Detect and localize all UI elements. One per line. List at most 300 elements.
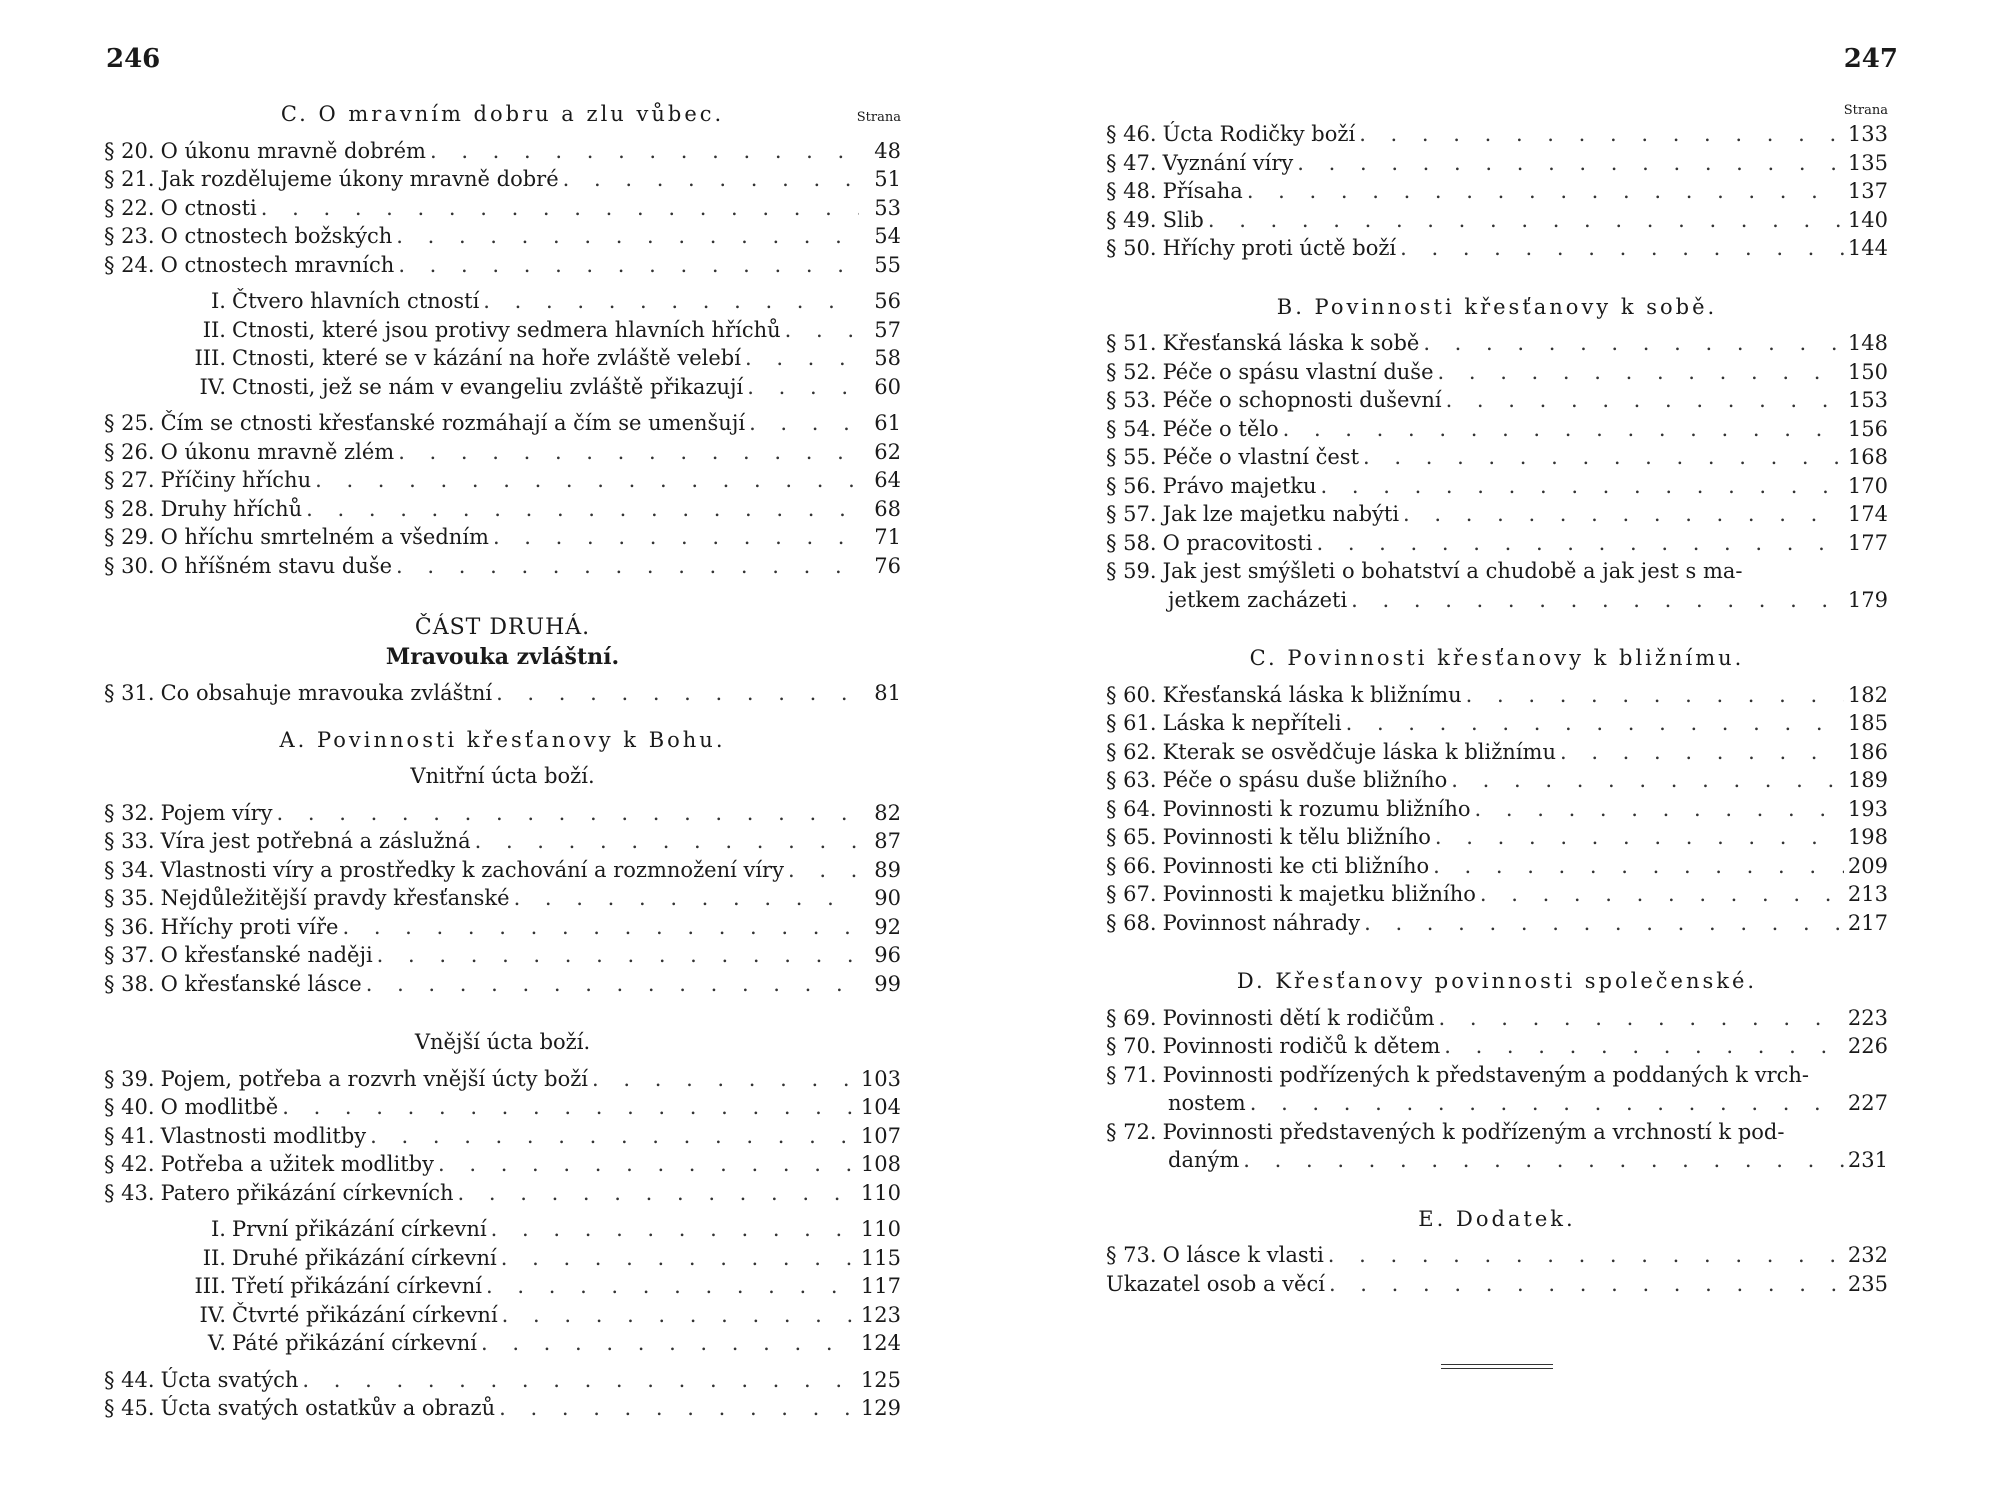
toc-list: [1106, 681, 1888, 938]
entry-title: Úcta Rodičky boží: [1162, 122, 1356, 146]
section-number: III.: [194, 346, 226, 370]
entry-title: Péče o tělo: [1162, 416, 1279, 441]
toc-entry: [1106, 766, 1888, 795]
toc-entry: [104, 799, 901, 828]
page-ref: 226: [1847, 1034, 1888, 1058]
entry-title: jetkem zacházeti: [1168, 587, 1348, 612]
entry-title: O ctnostech mravních: [160, 252, 395, 277]
toc-entry: [104, 884, 901, 913]
page-ref: 125: [860, 1367, 901, 1392]
page-ref: 48: [874, 138, 901, 163]
entry-title: Čtvero hlavních ctností: [232, 289, 480, 313]
entry-title: Povinnosti ke cti bližního: [1162, 853, 1430, 878]
page-ref: 137: [1847, 179, 1888, 203]
entry-title: Křesťanská láska k bližnímu: [1162, 682, 1462, 707]
toc-entry: [1106, 1061, 1888, 1118]
entry-title: Hříchy proti úctě boží: [1162, 236, 1397, 260]
leader-dots: [261, 194, 859, 223]
page-ref: 51: [874, 167, 901, 191]
toc-subentry: [104, 1215, 901, 1244]
section-number: § 39.: [104, 1066, 155, 1091]
leader-dots: [493, 523, 859, 552]
toc-entry: [1106, 358, 1888, 387]
toc-entry: [1106, 557, 1888, 614]
page-ref: 58: [874, 346, 901, 370]
end-rule: [1441, 1364, 1553, 1369]
toc-entry: [1106, 795, 1888, 824]
section-heading: E. Dodatek.: [1418, 1206, 1576, 1231]
section-number: § 48.: [1106, 179, 1157, 203]
section-number: § 35.: [104, 886, 155, 910]
toc-entry: [1106, 738, 1888, 767]
toc-entry: [1106, 177, 1888, 206]
leader-dots: [1250, 1089, 1844, 1118]
page-number: 246: [106, 44, 161, 74]
entry-title: Čím se ctnosti křesťanské rozmáhají a čím se umenšují: [160, 411, 746, 435]
section-number: § 43.: [104, 1180, 155, 1205]
entry-title: Příčiny hříchu: [160, 468, 312, 492]
entry-title: Povinnosti k majetku bližního: [1162, 882, 1476, 906]
page-ref: 115: [860, 1245, 901, 1270]
toc-entry: [104, 941, 901, 970]
toc-list: [1106, 1004, 1888, 1061]
section-number: § 55.: [1106, 445, 1157, 469]
entry-title: Potřeba a užitek modlitby: [160, 1152, 434, 1176]
section-number: § 36.: [104, 914, 155, 939]
section-number: § 49.: [1106, 207, 1157, 232]
toc-list: [104, 287, 901, 401]
page-ref: 104: [860, 1095, 901, 1119]
leader-dots: [315, 466, 859, 495]
page-ref: 213: [1847, 882, 1888, 906]
leader-dots: [747, 373, 859, 402]
page-ref: 185: [1847, 711, 1888, 735]
section-number: § 31.: [104, 681, 155, 705]
entry-title: O ctnosti: [160, 195, 257, 220]
leader-dots: [496, 679, 859, 708]
toc-entry: [104, 856, 901, 885]
section-number: II.: [202, 1245, 226, 1270]
entry-title: Slib: [1162, 207, 1204, 232]
toc-list: [104, 1065, 901, 1208]
toc-list: [104, 1215, 901, 1358]
toc-entry: [1106, 443, 1888, 472]
section-number: § 67.: [1106, 882, 1157, 906]
section-number: § 69.: [1106, 1005, 1157, 1030]
section-number: I.: [211, 289, 226, 313]
toc-entry: [1106, 681, 1888, 710]
entry-title: Povinnosti k tělu bližního: [1162, 825, 1431, 849]
leader-dots: [1451, 766, 1844, 795]
page-ref: 110: [860, 1180, 901, 1205]
page-ref: 103: [860, 1066, 901, 1091]
leader-dots: [499, 1394, 857, 1423]
page-ref: 168: [1847, 445, 1888, 469]
entry-title: Třetí přikázání církevní: [232, 1274, 483, 1298]
section-number: § 53.: [1106, 388, 1157, 412]
section-heading: C. O mravním dobru a zlu vůbec.: [280, 102, 725, 126]
toc-subentry: [104, 344, 901, 373]
section-number: § 25.: [104, 411, 155, 435]
section-number: § 73.: [1106, 1243, 1157, 1267]
section-number: § 45.: [104, 1396, 155, 1420]
section-number: § 65.: [1106, 825, 1157, 849]
entry-title: Víra jest potřebná a záslužná: [160, 829, 471, 853]
page-ref: 193: [1847, 796, 1888, 821]
section-number: § 54.: [1106, 416, 1157, 441]
page-ref: 123: [860, 1302, 901, 1327]
toc-entry: [104, 913, 901, 942]
leader-dots: [396, 222, 859, 251]
page-ref: 57: [874, 317, 901, 342]
subsection-heading: Vnitřní úcta boží.: [410, 764, 595, 788]
toc-entry: [1106, 1241, 1888, 1270]
toc-subentry: [104, 373, 901, 402]
entry-title: daným: [1168, 1148, 1240, 1172]
toc-subentry: [104, 1272, 901, 1301]
toc-entry: [104, 409, 901, 438]
leader-dots: [1363, 443, 1844, 472]
page-ref: 62: [874, 439, 901, 464]
page-ref: 198: [1847, 825, 1888, 849]
toc-entry: [104, 1065, 901, 1094]
entry-title: Péče o spásu vlastní duše: [1162, 359, 1434, 384]
entry-title: Ukazatel osob a věcí: [1106, 1271, 1325, 1296]
page-ref: 92: [874, 914, 901, 939]
toc-entry: [1106, 500, 1888, 529]
toc-subentry: [104, 287, 901, 316]
section-number: § 46.: [1106, 122, 1157, 146]
page-ref: 64: [874, 468, 901, 492]
toc-entry: [1106, 472, 1888, 501]
entry-title: Vyznání víry: [1162, 150, 1294, 175]
leader-dots: [1283, 415, 1844, 444]
leader-dots: [745, 344, 859, 373]
page-ref: 87: [874, 829, 901, 853]
toc-entry: [1106, 880, 1888, 909]
entry-title: Právo majetku: [1162, 473, 1317, 498]
leader-dots: [1364, 909, 1844, 938]
leader-dots: [788, 856, 859, 885]
toc-entry: [1106, 529, 1888, 558]
section-number: IV.: [199, 374, 226, 399]
entry-title: Povinnosti dětí k rodičům: [1162, 1005, 1435, 1030]
entry-title: O hříšném stavu duše: [160, 553, 393, 578]
entry-title: O pracovitosti: [1162, 530, 1313, 555]
toc-entry: [104, 251, 901, 280]
leader-dots: [366, 970, 859, 999]
section-number: § 20.: [104, 138, 155, 163]
section-number: § 21.: [104, 167, 155, 191]
leader-dots: [306, 495, 859, 524]
toc-entry: [1106, 909, 1888, 938]
leader-dots: [1403, 500, 1844, 529]
leader-dots: [302, 1366, 856, 1395]
page-ref: 60: [874, 374, 901, 399]
section-number: § 32.: [104, 800, 155, 825]
toc-entry: [1106, 120, 1888, 149]
entry-title: Vlastnosti modlitby: [160, 1123, 367, 1148]
leader-dots: [486, 1272, 857, 1301]
toc-entry: [1106, 329, 1888, 358]
section-number: § 68.: [1106, 910, 1157, 935]
leader-dots: [501, 1244, 857, 1273]
page-ref: 90: [874, 886, 901, 910]
page-ref: 110: [860, 1217, 901, 1241]
leader-dots: [398, 438, 859, 467]
page-ref: 68: [874, 496, 901, 521]
leader-dots: [1208, 206, 1844, 235]
section-number: § 61.: [1106, 711, 1157, 735]
page-ref: 170: [1847, 473, 1888, 498]
toc-entry: [104, 1179, 901, 1208]
page-ref: 99: [874, 971, 901, 996]
entry-title: Druhy hříchů: [160, 496, 303, 521]
leader-dots: [1446, 386, 1844, 415]
strana-label: Strana: [856, 109, 901, 125]
leader-dots: [563, 165, 859, 194]
page-ref: 71: [874, 525, 901, 549]
entry-title: Povinnosti k rozumu bližního: [1162, 796, 1471, 821]
entry-title: Povinnosti podřízených k představeným a poddaných k vrch-: [1162, 1062, 1809, 1087]
leader-dots: [1475, 795, 1844, 824]
section-heading: D. Křesťanovy povinnosti společenské.: [1236, 969, 1758, 993]
toc-entry: [1106, 234, 1888, 263]
section-number: II.: [202, 317, 226, 342]
toc-entry: [1106, 415, 1888, 444]
page-ref: 124: [860, 1331, 901, 1355]
entry-title: O úkonu mravně zlém: [160, 439, 395, 464]
leader-dots: [481, 1329, 857, 1358]
leader-dots: [1359, 120, 1844, 149]
leader-dots: [785, 316, 859, 345]
toc-list: [104, 409, 901, 580]
section-number: § 33.: [104, 829, 155, 853]
entry-title: Nejdůležitější pravdy křesťanské: [160, 886, 510, 910]
section-number: § 27.: [104, 468, 155, 492]
section-number: § 71.: [1106, 1062, 1157, 1087]
entry-title: Hříchy proti víře: [160, 914, 339, 939]
section-number: § 70.: [1106, 1034, 1157, 1058]
part-title: ČÁST DRUHÁ.: [414, 615, 591, 640]
leader-dots: [458, 1179, 857, 1208]
section-number: § 50.: [1106, 236, 1157, 260]
right-page: [996, 0, 1992, 1500]
entry-title: O modlitbě: [160, 1095, 279, 1119]
leader-dots: [438, 1150, 857, 1179]
entry-title: O křesťanské naději: [160, 943, 373, 967]
entry-title: Láska k nepříteli: [1162, 711, 1342, 735]
page-ref: 231: [1847, 1148, 1888, 1172]
leader-dots: [475, 827, 859, 856]
entry-title: Povinnost náhrady: [1162, 910, 1361, 935]
section-number: § 58.: [1106, 530, 1157, 555]
page-ref: 55: [874, 252, 901, 277]
leader-dots: [1423, 329, 1844, 358]
page-ref: 56: [874, 289, 901, 313]
toc-entry: [104, 438, 901, 467]
toc-entry: [104, 194, 901, 223]
entry-title: Úcta svatých: [160, 1367, 299, 1392]
toc-entry: [1106, 852, 1888, 881]
entry-title: Co obsahuje mravouka zvláštní: [160, 681, 493, 705]
section-number: § 38.: [104, 971, 155, 996]
section-number: III.: [194, 1274, 226, 1298]
entry-title: Ctnosti, které jsou protivy sedmera hlavních hříchů: [232, 317, 781, 342]
section-number: § 42.: [104, 1152, 155, 1176]
page-ref: 76: [874, 553, 901, 578]
leader-dots: [1321, 472, 1844, 501]
section-number: § 51.: [1106, 331, 1157, 355]
entry-title: Kterak se osvědčuje láska k bližnímu: [1162, 739, 1556, 764]
section-number: § 57.: [1106, 502, 1157, 526]
toc-subentry: [104, 1301, 901, 1330]
leader-dots: [1444, 1032, 1844, 1061]
toc-entry: [104, 523, 901, 552]
toc-list: [1106, 329, 1888, 557]
page-ref: 129: [860, 1396, 901, 1420]
toc-entry: [104, 552, 901, 581]
toc-column: [104, 100, 901, 1423]
section-number: § 22.: [104, 195, 155, 220]
toc-entry: [104, 1394, 901, 1423]
toc-subentry: [104, 1244, 901, 1273]
toc-entry: [104, 1366, 901, 1395]
section-number: § 28.: [104, 496, 155, 521]
leader-dots: [1247, 177, 1844, 206]
page-ref: 177: [1847, 530, 1888, 555]
entry-title: O hříchu smrtelném a všedním: [160, 525, 489, 549]
toc-list: [104, 679, 901, 708]
leader-dots: [1560, 738, 1844, 767]
leader-dots: [1435, 823, 1844, 852]
page-ref: 107: [860, 1123, 901, 1148]
page-ref: 144: [1847, 236, 1888, 260]
strana-label: Strana: [1843, 103, 1888, 118]
toc-entry-index: [1106, 1270, 1888, 1299]
entry-title: Ctnosti, jež se nám v evangeliu zvláště přikazují: [232, 374, 744, 399]
section-number: § 47.: [1106, 150, 1157, 175]
page-ref: 140: [1847, 207, 1888, 232]
entry-title: nostem: [1168, 1091, 1246, 1115]
entry-title: Páté přikázání církevní: [232, 1331, 477, 1355]
entry-title: Péče o schopnosti duševní: [1162, 388, 1442, 412]
leader-dots: [282, 1093, 857, 1122]
toc-entry: [104, 466, 901, 495]
toc-subentry: [104, 1329, 901, 1358]
entry-title: Jak lze majetku nabýti: [1162, 502, 1400, 526]
page-ref: 235: [1847, 1271, 1888, 1296]
page-ref: 82: [874, 800, 901, 825]
leader-dots: [749, 409, 859, 438]
entry-title: O křesťanské lásce: [160, 971, 362, 996]
entry-title: Pojem víry: [160, 800, 273, 825]
leader-dots: [491, 1215, 857, 1244]
toc-entry: [1106, 1032, 1888, 1061]
entry-title: Křesťanská láska k sobě: [1162, 331, 1420, 355]
entry-title: Povinnosti rodičů k dětem: [1162, 1034, 1441, 1058]
page-ref: 54: [874, 224, 901, 248]
leader-dots: [1351, 586, 1844, 615]
leader-dots: [370, 1122, 857, 1151]
part-subtitle: Mravouka zvláštní.: [385, 643, 620, 670]
page-ref: 186: [1847, 739, 1888, 764]
section-number: § 23.: [104, 224, 155, 248]
page-ref: 179: [1847, 587, 1888, 612]
page-ref: 117: [860, 1274, 901, 1298]
page-ref: 223: [1847, 1005, 1888, 1030]
entry-title: Přísaha: [1162, 179, 1243, 203]
entry-title: Úcta svatých ostatkův a obrazů: [160, 1396, 496, 1420]
leader-dots: [1466, 681, 1844, 710]
leader-dots: [1439, 1004, 1844, 1033]
page-ref: 217: [1847, 910, 1888, 935]
toc-list: [1106, 1241, 1888, 1270]
toc-entry: [104, 1150, 901, 1179]
toc-list: [104, 799, 901, 999]
entry-title: Péče o spásu duše bližního: [1162, 768, 1448, 792]
toc-entry: [104, 495, 901, 524]
leader-dots: [1480, 880, 1844, 909]
page-ref: 156: [1847, 416, 1888, 441]
section-number: § 63.: [1106, 768, 1157, 792]
toc-entry: [1106, 206, 1888, 235]
toc-entry: [104, 827, 901, 856]
page-ref: 153: [1847, 388, 1888, 412]
entry-title: O ctnostech božských: [160, 224, 393, 248]
leader-dots: [277, 799, 859, 828]
entry-title: Čtvrté přikázání církevní: [232, 1302, 498, 1327]
section-number: § 29.: [104, 525, 155, 549]
section-number: V.: [207, 1331, 226, 1355]
section-number: § 52.: [1106, 359, 1157, 384]
page-ref: 133: [1847, 122, 1888, 146]
page-ref: 150: [1847, 359, 1888, 384]
page-ref: 135: [1847, 150, 1888, 175]
leader-dots: [1316, 529, 1843, 558]
page-ref: 227: [1847, 1091, 1888, 1115]
page-ref: 189: [1847, 768, 1888, 792]
entry-title: Vlastnosti víry a prostředky k zachování a rozmnožení víry: [160, 857, 784, 882]
entry-title: Patero přikázání církevních: [160, 1180, 454, 1205]
section-number: § 59.: [1106, 559, 1157, 583]
page-number: 247: [1843, 44, 1898, 74]
leader-dots: [592, 1065, 857, 1094]
page-ref: 232: [1847, 1243, 1888, 1267]
entry-title: Povinnosti představených k podřízeným a vrchností k pod-: [1162, 1119, 1785, 1144]
section-number: § 62.: [1106, 739, 1157, 764]
section-number: § 26.: [104, 439, 155, 464]
section-number: IV.: [199, 1302, 226, 1327]
entry-title: O úkonu mravně dobrém: [160, 138, 426, 163]
toc-entry: [1106, 709, 1888, 738]
subsection-heading: Vnější úcta boží.: [414, 1030, 591, 1054]
leader-dots: [1297, 149, 1844, 178]
leader-dots: [398, 251, 859, 280]
page-ref: 108: [860, 1152, 901, 1176]
page-ref: 61: [874, 411, 901, 435]
leader-dots: [514, 884, 859, 913]
section-number: § 24.: [104, 252, 155, 277]
toc-list: [1106, 120, 1888, 263]
entry-title: Pojem, potřeba a rozvrh vnější úcty boží: [160, 1066, 589, 1091]
section-number: § 30.: [104, 553, 155, 578]
page-ref: 148: [1847, 331, 1888, 355]
page-ref: 96: [874, 943, 901, 967]
section-number: § 40.: [104, 1095, 155, 1119]
toc-list: [104, 1366, 901, 1423]
toc-entry: [1106, 823, 1888, 852]
